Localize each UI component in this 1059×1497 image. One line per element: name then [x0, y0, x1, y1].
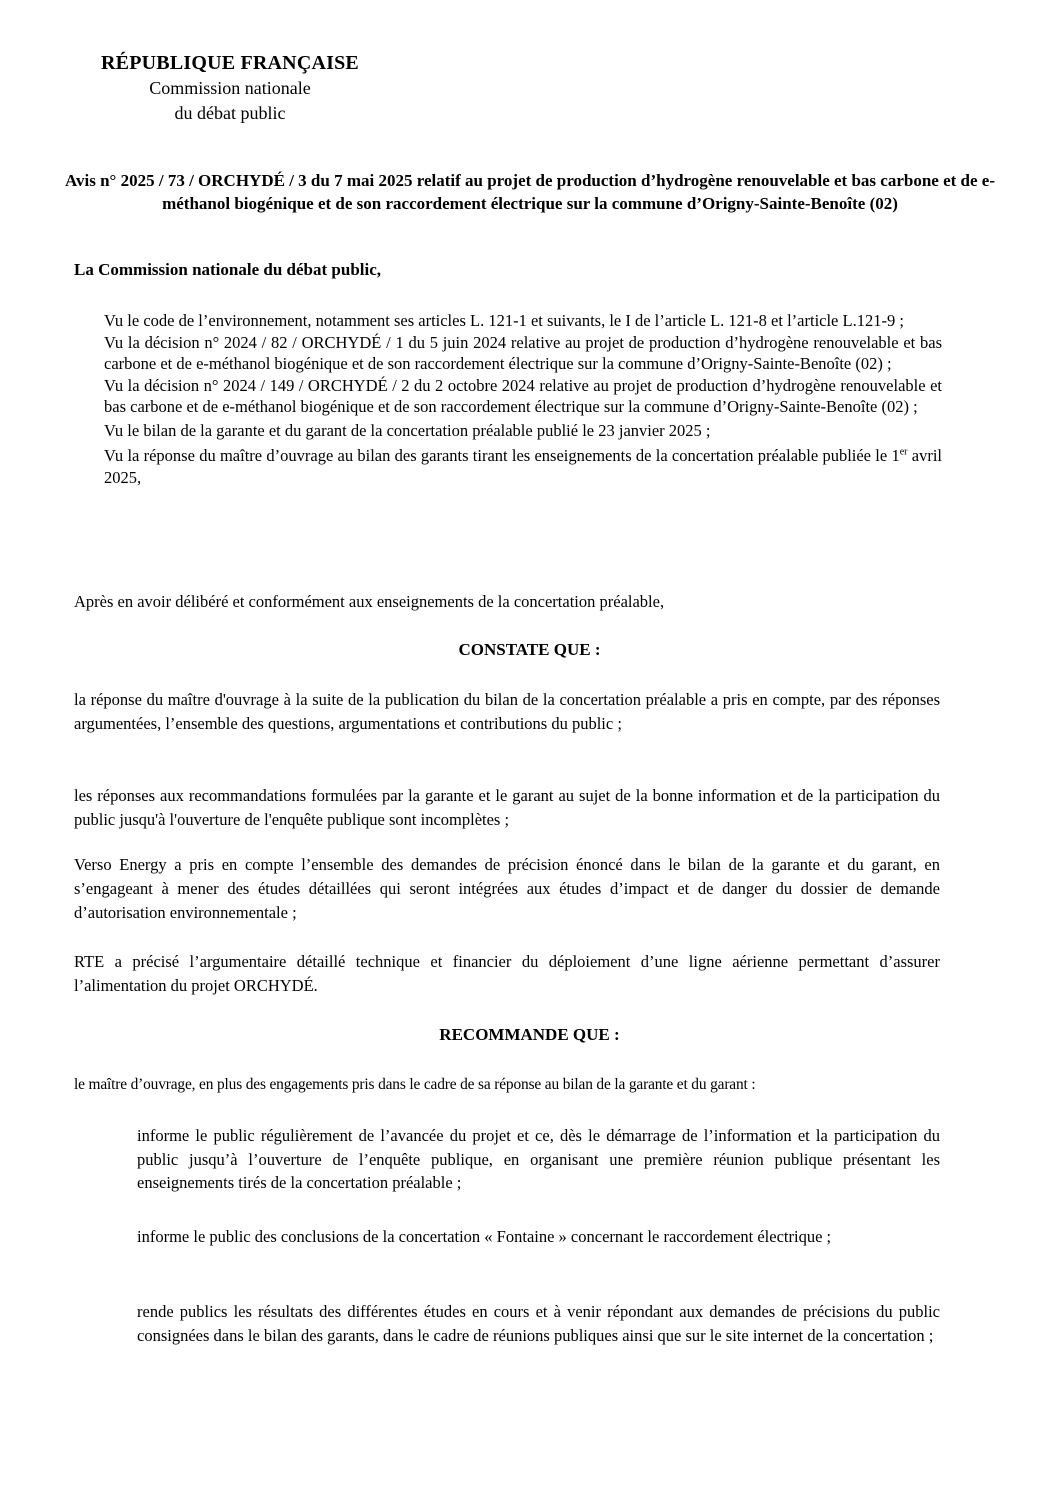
- recommande-heading: RECOMMANDE QUE :: [439, 1025, 620, 1044]
- org-name-line2: du débat public: [174, 103, 286, 123]
- constate-paragraph: RTE a précisé l’argumentaire détaillé technique et financier du déploiement d’une ligne aérienne permettant d’assurer l’alimentation du projet ORCHYDÉ.: [74, 952, 940, 995]
- republic-heading: RÉPUBLIQUE FRANÇAISE: [101, 52, 359, 74]
- constate-paragraph: Verso Energy a pris en compte l’ensemble des demandes de précision énoncé dans le bilan de la garante et du garant, en s’engageant à mener des études détaillées qui seront intégrées aux études d’impact et de danger du dossier de demande d’autorisation environnementale ;: [74, 855, 940, 922]
- recommendation-item: rende publics les résultats des différentes études en cours et à venir répondant aux demandes de précisions du public consignées dans le bilan des garants, dans le cadre de réunions publiques ainsi que sur le site internet de la concertation ;: [137, 1302, 940, 1345]
- deliberation-line: Après en avoir délibéré et conformément aux enseignements de la concertation préalable,: [74, 592, 665, 611]
- commission-preamble: La Commission nationale du débat public,: [74, 260, 382, 279]
- constate-paragraph: la réponse du maître d'ouvrage à la suite de la publication du bilan de la concertation préalable a pris en compte, par des réponses argumentées, l’ensemble des questions, argumentations et contributions du public ;: [74, 690, 940, 733]
- letterhead: [70, 50, 390, 126]
- visa-text: Vu la réponse du maître d’ouvrage au bilan des garants tirant les enseignements de la concertation préalable publiée le 1: [104, 446, 900, 465]
- recommendation-item: informe le public régulièrement de l’avancée du projet et ce, dès le démarrage de l’information et la participation du public jusqu’à l’ouverture de l’enquête publique, en organisant une première réunion publique présentant les enseignements tirés de la concertation préalable ;: [137, 1126, 940, 1192]
- visa-item: Vu le bilan de la garante et du garant de la concertation préalable publié le 23 janvier 2025 ;: [104, 420, 711, 440]
- visa-item: [104, 445, 942, 488]
- visa-item: Vu la décision n° 2024 / 149 / ORCHYDÉ / 2 du 2 octobre 2024 relative au projet de production d’hydrogène renouvelable et bas carbone et de e-méthanol biogénique et de son raccordement électrique sur la commune d’Origny-Sainte-Benoîte (02) ;: [104, 375, 942, 416]
- visa-item: Vu la décision n° 2024 / 82 / ORCHYDÉ / 1 du 5 juin 2024 relative au projet de production d’hydrogène renouvelable et bas carbone et de e-méthanol biogénique et de son raccordement électrique sur la commune d’Origny-Sainte-Benoîte (02) ;: [104, 332, 942, 373]
- recommendation-item: informe le public des conclusions de la concertation « Fontaine » concernant le raccordement électrique ;: [137, 1227, 832, 1246]
- recommande-intro: le maître d’ouvrage, en plus des engagements pris dans le cadre de sa réponse au bilan de la garante et du garant :: [74, 1076, 756, 1093]
- constate-heading: CONSTATE QUE :: [458, 640, 601, 659]
- org-name-line1: Commission nationale: [149, 78, 311, 98]
- document-title: Avis n° 2025 / 73 / ORCHYDÉ / 3 du 7 mai 2025 relatif au projet de production d’hydrogène renouvelable et bas carbone et de e-méthanol biogénique et de son raccordement électrique sur la commune d’Origny-Sainte-Benoîte (02): [65, 171, 995, 213]
- visa-text-end: avril 2025,: [104, 446, 942, 487]
- visas-list: [104, 310, 942, 488]
- constate-paragraph: les réponses aux recommandations formulées par la garante et le garant au sujet de la bonne information et de la participation du public jusqu'à l'ouverture de l'enquête publique sont incomplètes ;: [74, 786, 940, 829]
- ordinal-superscript: er: [899, 446, 908, 458]
- visa-item: Vu le code de l’environnement, notamment ses articles L. 121-1 et suivants, le I de l’article L. 121-8 et l’article L.121-9 ;: [104, 311, 904, 330]
